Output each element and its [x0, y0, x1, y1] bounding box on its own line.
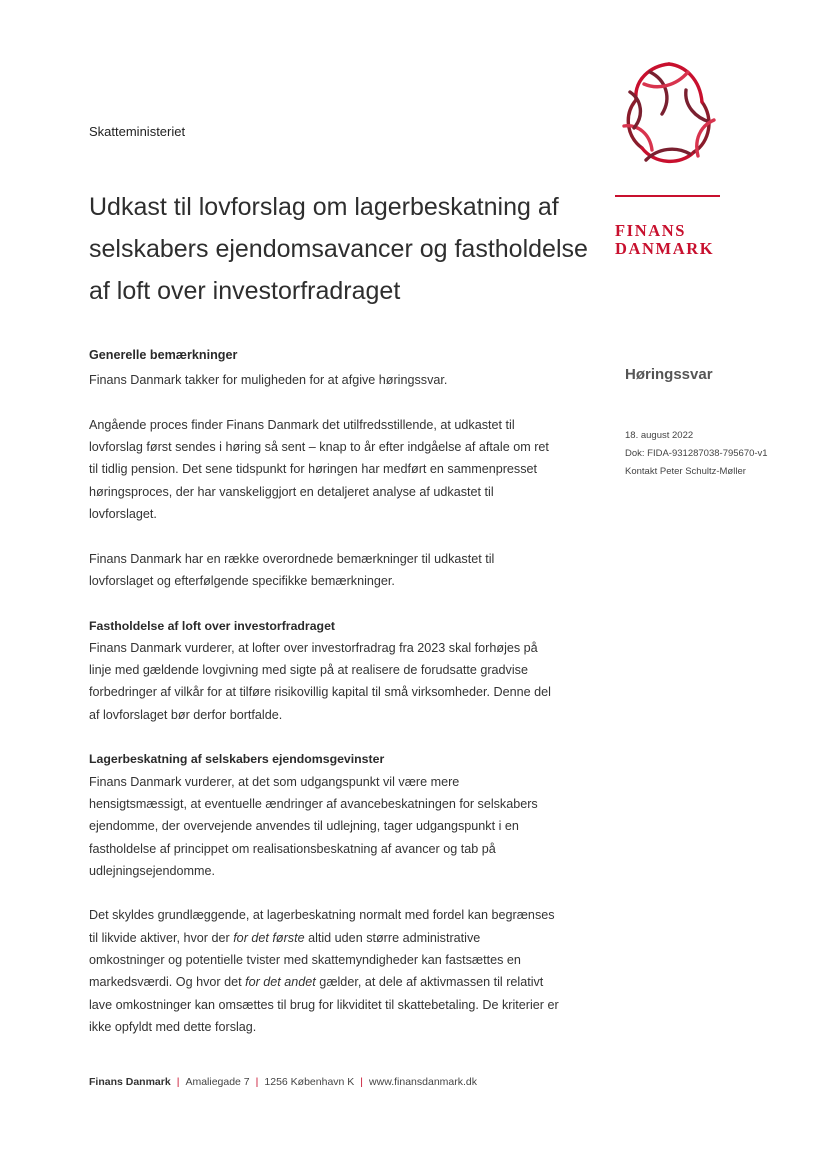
finans-danmark-logo-icon	[610, 56, 728, 176]
reasoning-part-a: Det skyldes grundlæggende, at lagerbeskatning normalt med fordel kan begrænses til likvide aktiver, hvor der	[89, 908, 555, 945]
paragraph-thanks: Finans Danmark takker for muligheden for at afgive høringssvar.	[89, 373, 448, 388]
footer	[89, 1076, 477, 1088]
paragraph-overview: Finans Danmark har en række overordnede bemærkninger til udkastet til lovforslaget og efterfølgende specifikke bemærkninger.	[89, 551, 495, 588]
document-meta	[625, 427, 768, 481]
document-type: Høringssvar	[625, 366, 713, 383]
footer-separator: |	[255, 1076, 259, 1088]
document-contact: Kontakt Peter Schultz-Møller	[625, 466, 746, 477]
section-investor-text: Finans Danmark vurderer, at lofter over investorfradrag fra 2023 skal forhøjes på linje med gældende lovgivning med sigte på at realisere de forudsatte gradvise forbedringer af vilkår for at tilføre risikovillig kapital til små virksomheder. Denne del af lovforslaget bør derfor bortfalde.	[89, 640, 551, 722]
document-date: 18. august 2022	[625, 430, 694, 441]
section-property-heading: Lagerbeskatning af selskabers ejendomsgevinster	[89, 752, 385, 767]
recipient: Skatteministeriet	[89, 124, 186, 139]
general-heading: Generelle bemærkninger	[89, 348, 238, 362]
footer-address: Amaliegade 7	[185, 1076, 250, 1088]
reasoning-emphasis-second: for det andet	[245, 975, 316, 990]
footer-web-link[interactable]: www.finansdanmark.dk	[369, 1076, 477, 1088]
reasoning-part-c: gælder, at dele af aktivmassen til relativt lave omkostninger kan omsættes til brug for likviditet til skattebetaling. De kriterier er ikke opfyldt med dette forslag.	[89, 975, 559, 1034]
footer-org: Finans Danmark	[89, 1076, 171, 1088]
section-investor-heading: Fastholdelse af loft over investorfradraget	[89, 618, 335, 633]
paragraph-reasoning	[89, 904, 559, 1038]
logo-divider	[615, 195, 720, 197]
reasoning-emphasis-first: for det første	[233, 930, 305, 945]
paragraph-process: Angående proces finder Finans Danmark det utilfredsstillende, at udkastet til lovforslag først sendes i høring så sent – knap to år efter indgåelse af aftale om ret til tidlig pension. Det sene tidspunkt for høringen har medført en sammenpresset høringsproces, der har vanskeliggjort en detaljeret analyse af udkastet til lovforslaget.	[89, 417, 549, 522]
body-text	[89, 344, 559, 1061]
brand-line-2: DANMARK	[615, 239, 715, 258]
footer-separator: |	[360, 1076, 364, 1088]
document-reference: Dok: FIDA-931287038-795670-v1	[625, 448, 768, 459]
footer-city: 1256 København K	[264, 1076, 355, 1088]
footer-separator: |	[176, 1076, 180, 1088]
page-title: Udkast til lovforslag om lagerbeskatning af selskabers ejendomsavancer og fastholdelse af loft over investorfradraget	[89, 193, 588, 305]
brand-line-1: FINANS	[615, 221, 687, 240]
reasoning-part-b: altid uden større administrative omkostninger og potentielle tvister med skattemyndigheder kan fastsættes en markedsværdi. Og hvor det	[89, 930, 521, 990]
section-property-text: Finans Danmark vurderer, at det som udgangspunkt vil være mere hensigtsmæssigt, at eventuelle ændringer af avancebeskatningen for selskabers ejendomme, der overvejende anvendes til udlejning, tager udgangspunkt i en fastholdelse af princippet om realisationsbeskatning af avancer og tab på udlejningsejendomme.	[89, 774, 538, 878]
brand-wordmark	[615, 222, 725, 258]
